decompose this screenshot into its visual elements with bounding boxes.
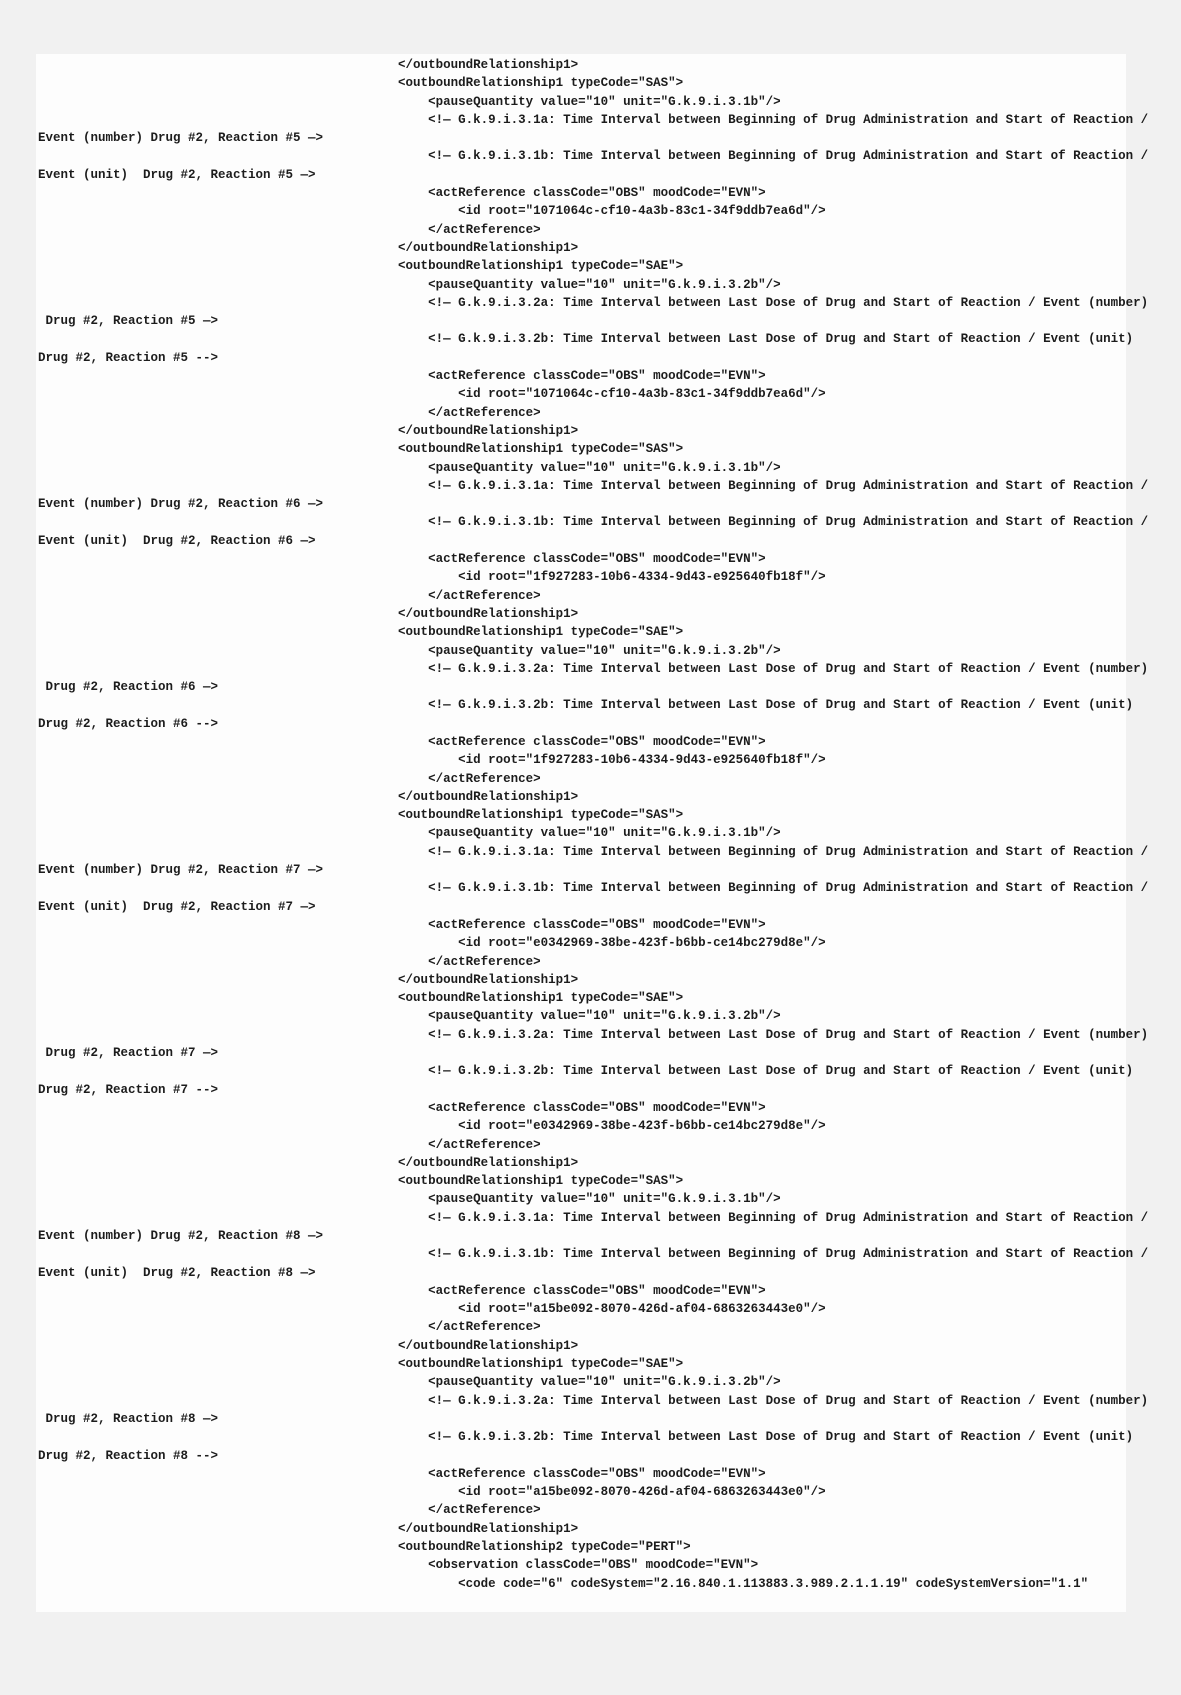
doc-line-code: <pauseQuantity value="10" unit="G.k.9.i.3.1b"/> (38, 826, 781, 841)
doc-line-code: <actReference classCode="OBS" moodCode="EVN"> (38, 734, 766, 749)
doc-line-code: <!— G.k.9.i.3.1a: Time Interval between Beginning of Drug Administration and Start of Reaction / (38, 1210, 1149, 1225)
doc-line-wrapped-margin: Drug #2, Reaction #5 --> (38, 350, 219, 365)
doc-line-code: <actReference classCode="OBS" moodCode="EVN"> (38, 552, 766, 567)
doc-line-code: </outboundRelationship1> (38, 789, 579, 804)
doc-line-code: <!— G.k.9.i.3.2b: Time Interval between Last Dose of Drug and Start of Reaction / Event (unit) (38, 1064, 1134, 1079)
doc-line-code: <actReference classCode="OBS" moodCode="EVN"> (38, 1283, 766, 1298)
doc-line-wrapped-margin: Drug #2, Reaction #7 —> (38, 1046, 219, 1061)
doc-line-code: <!— G.k.9.i.3.1b: Time Interval between Beginning of Drug Administration and Start of Reaction / (38, 515, 1149, 530)
doc-line-wrapped-margin: Event (unit) Drug #2, Reaction #7 —> (38, 899, 316, 914)
doc-line-code: <id root="e0342969-38be-423f-b6bb-ce14bc279d8e"/> (38, 1119, 826, 1134)
doc-line-wrapped-margin: Drug #2, Reaction #8 —> (38, 1411, 219, 1426)
doc-line-code: </actReference> (38, 588, 541, 603)
doc-line-wrapped-margin: Drug #2, Reaction #5 —> (38, 314, 219, 329)
doc-line-code: <!— G.k.9.i.3.2a: Time Interval between Last Dose of Drug and Start of Reaction / Event (number) (38, 1393, 1149, 1408)
doc-line-code: <!— G.k.9.i.3.2a: Time Interval between Last Dose of Drug and Start of Reaction / Event (number) (38, 295, 1149, 310)
doc-line-code: <actReference classCode="OBS" moodCode="EVN"> (38, 917, 766, 932)
doc-line-code: <observation classCode="OBS" moodCode="EVN"> (38, 1558, 759, 1573)
doc-line-code: <pauseQuantity value="10" unit="G.k.9.i.3.1b"/> (38, 1192, 781, 1207)
doc-line-code: <!— G.k.9.i.3.2b: Time Interval between Last Dose of Drug and Start of Reaction / Event (unit) (38, 698, 1134, 713)
doc-line-code: <outboundRelationship2 typeCode="PERT"> (38, 1540, 691, 1555)
doc-line-code: <!— G.k.9.i.3.2b: Time Interval between Last Dose of Drug and Start of Reaction / Event (unit) (38, 1430, 1134, 1445)
doc-line-code: </actReference> (38, 1320, 541, 1335)
doc-line-wrapped-margin: Event (number) Drug #2, Reaction #6 —> (38, 497, 324, 512)
doc-line-code: <outboundRelationship1 typeCode="SAE"> (38, 259, 684, 274)
doc-line-code: <outboundRelationship1 typeCode="SAS"> (38, 1174, 684, 1189)
doc-line-code: <outboundRelationship1 typeCode="SAS"> (38, 808, 684, 823)
doc-line-code: </actReference> (38, 405, 541, 420)
doc-line-code: </outboundRelationship1> (38, 1155, 579, 1170)
doc-line-code: </outboundRelationship1> (38, 972, 579, 987)
doc-line-wrapped-margin: Drug #2, Reaction #6 —> (38, 680, 219, 695)
doc-line-wrapped-margin: Drug #2, Reaction #8 --> (38, 1448, 219, 1463)
xml-source-text (38, 56, 1148, 1593)
doc-line-code: </actReference> (38, 954, 541, 969)
doc-line-code: <!— G.k.9.i.3.2a: Time Interval between Last Dose of Drug and Start of Reaction / Event (number) (38, 1027, 1149, 1042)
doc-line-code: </actReference> (38, 1503, 541, 1518)
doc-line-code: <pauseQuantity value="10" unit="G.k.9.i.3.1b"/> (38, 460, 781, 475)
doc-line-code: <pauseQuantity value="10" unit="G.k.9.i.3.2b"/> (38, 277, 781, 292)
doc-line-code: <actReference classCode="OBS" moodCode="EVN"> (38, 369, 766, 384)
doc-line-wrapped-margin: Event (unit) Drug #2, Reaction #6 —> (38, 533, 316, 548)
doc-line-wrapped-margin: Event (number) Drug #2, Reaction #5 —> (38, 131, 324, 146)
doc-line-code: </outboundRelationship1> (38, 1521, 579, 1536)
doc-line-code: <outboundRelationship1 typeCode="SAE"> (38, 625, 684, 640)
doc-line-wrapped-margin: Event (unit) Drug #2, Reaction #5 —> (38, 167, 316, 182)
doc-line-code: <actReference classCode="OBS" moodCode="EVN"> (38, 186, 766, 201)
doc-line-code: </actReference> (38, 771, 541, 786)
doc-line-code: </actReference> (38, 222, 541, 237)
doc-line-code: </outboundRelationship1> (38, 58, 579, 72)
doc-line-code: </outboundRelationship1> (38, 1338, 579, 1353)
doc-line-code: <id root="1071064c-cf10-4a3b-83c1-34f9ddb7ea6d"/> (38, 204, 826, 219)
doc-line-code: <actReference classCode="OBS" moodCode="EVN"> (38, 1466, 766, 1481)
doc-line-code: <id root="e0342969-38be-423f-b6bb-ce14bc279d8e"/> (38, 936, 826, 951)
doc-line-code: <pauseQuantity value="10" unit="G.k.9.i.3.2b"/> (38, 643, 781, 658)
doc-line-code: </outboundRelationship1> (38, 423, 579, 438)
doc-line-wrapped-margin: Drug #2, Reaction #6 --> (38, 716, 219, 731)
doc-line-wrapped-margin: Event (number) Drug #2, Reaction #7 —> (38, 863, 324, 878)
doc-line-code: <id root="1f927283-10b6-4334-9d43-e925640fb18f"/> (38, 570, 826, 585)
doc-line-code: <pauseQuantity value="10" unit="G.k.9.i.3.1b"/> (38, 94, 781, 109)
doc-line-code: <id root="a15be092-8070-426d-af04-6863263443e0"/> (38, 1485, 826, 1500)
doc-line-code: <id root="1f927283-10b6-4334-9d43-e925640fb18f"/> (38, 753, 826, 768)
doc-line-code: <!— G.k.9.i.3.2a: Time Interval between Last Dose of Drug and Start of Reaction / Event (number) (38, 661, 1149, 676)
doc-line-code: <!— G.k.9.i.3.1a: Time Interval between Beginning of Drug Administration and Start of Reaction / (38, 478, 1149, 493)
doc-line-wrapped-margin: Event (number) Drug #2, Reaction #8 —> (38, 1229, 324, 1243)
doc-line-code: </outboundRelationship1> (38, 606, 579, 621)
doc-line-code: <outboundRelationship1 typeCode="SAS"> (38, 442, 684, 457)
doc-line-code: <outboundRelationship1 typeCode="SAE"> (38, 991, 684, 1006)
doc-line-code: <!— G.k.9.i.3.2b: Time Interval between Last Dose of Drug and Start of Reaction / Event (unit) (38, 332, 1134, 347)
doc-line-code: </outboundRelationship1> (38, 240, 579, 255)
doc-line-code: <actReference classCode="OBS" moodCode="EVN"> (38, 1100, 766, 1115)
doc-line-code: <pauseQuantity value="10" unit="G.k.9.i.3.2b"/> (38, 1375, 781, 1390)
doc-line-code: <outboundRelationship1 typeCode="SAS"> (38, 76, 684, 91)
doc-line-wrapped-margin: Event (unit) Drug #2, Reaction #8 —> (38, 1265, 316, 1280)
doc-line-code: </actReference> (38, 1137, 541, 1152)
doc-line-code: <outboundRelationship1 typeCode="SAE"> (38, 1357, 684, 1372)
doc-line-code: <!— G.k.9.i.3.1b: Time Interval between Beginning of Drug Administration and Start of Reaction / (38, 1247, 1149, 1262)
doc-line-code: <!— G.k.9.i.3.1a: Time Interval between Beginning of Drug Administration and Start of Reaction / (38, 112, 1149, 127)
doc-line-code: <pauseQuantity value="10" unit="G.k.9.i.3.2b"/> (38, 1009, 781, 1024)
doc-line-code: <id root="1071064c-cf10-4a3b-83c1-34f9ddb7ea6d"/> (38, 387, 826, 402)
doc-line-code: <!— G.k.9.i.3.1b: Time Interval between Beginning of Drug Administration and Start of Reaction / (38, 149, 1149, 164)
doc-line-code: <!— G.k.9.i.3.1a: Time Interval between Beginning of Drug Administration and Start of Reaction / (38, 844, 1149, 859)
doc-line-code: <!— G.k.9.i.3.1b: Time Interval between Beginning of Drug Administration and Start of Reaction / (38, 881, 1149, 896)
doc-line-code: <id root="a15be092-8070-426d-af04-6863263443e0"/> (38, 1302, 826, 1317)
doc-line-code: <code code="6" codeSystem="2.16.840.1.113883.3.989.2.1.1.19" codeSystemVersion="1.1" (38, 1576, 1089, 1591)
doc-line-wrapped-margin: Drug #2, Reaction #7 --> (38, 1082, 219, 1097)
